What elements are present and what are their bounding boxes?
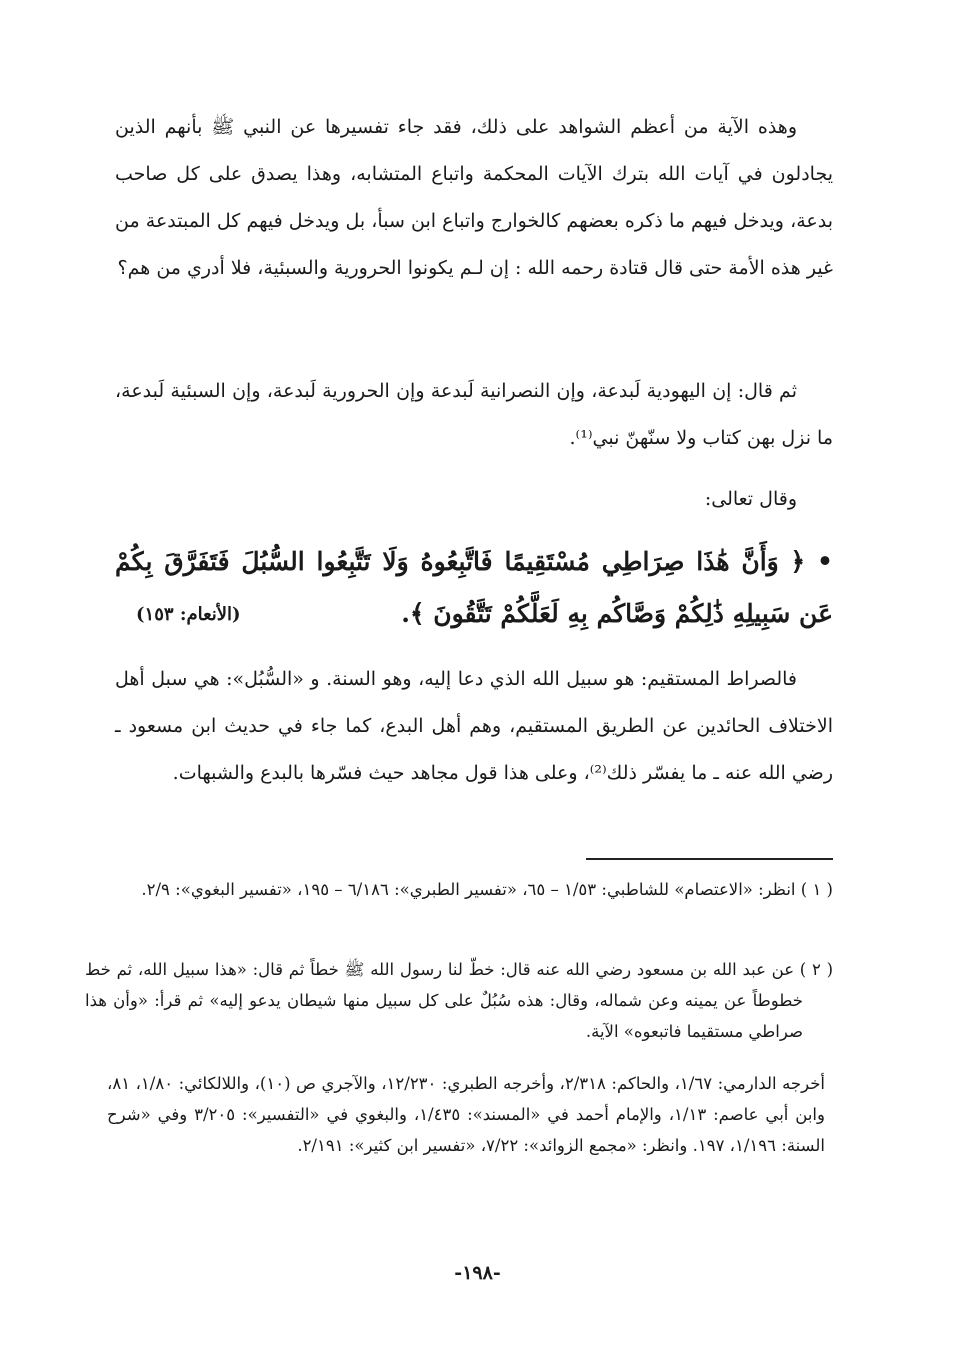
page-number: -١٩٨- (454, 1262, 501, 1284)
body-paragraph-2: ثم قال: إن اليهودية لَبدعة، وإن النصرانية لَبدعة وإن الحرورية لَبدعة، وإن السبئية لَبدعة، ما نزل بهن كتاب ولا سنّهنّ نبي⁽¹⁾. (115, 380, 833, 449)
verse-reference: (الأنعام: ١٥٣) (136, 604, 241, 625)
body-paragraph-3: وقال تعالى: (704, 488, 797, 510)
quran-verse: • ﴿ وَأَنَّ هَٰذَا صِرَاطِي مُسْتَقِيمًا فَاتَّبِعُوهُ وَلَا تَتَّبِعُوا السُّبُلَ فَتَفَرَّقَ بِكُمْ عَن سَبِيلِهِ ذَٰلِكُمْ وَصَّاكُم بِهِ لَعَلَّكُمْ تَتَّقُونَ ﴾. (115, 547, 833, 628)
footnote-1: ( ١ ) انظر: «الاعتصام» للشاطبي: ١/٥٣ – ٦٥، «تفسير الطبري»: ٦/١٨٦ – ١٩٥، «تفسير البغوي»: ٢/٩. (141, 880, 833, 899)
footnote-separator (586, 858, 833, 860)
footnote-2: ( ٢ ) عن عبد الله بن مسعود رضي الله عنه قال: خطّ لنا رسول الله ﷺ خطاً ثم قال: «هذا سبيل الله، ثم خط خطوطاً عن يمينه وعن شماله، وقال: هذه سُبُلٌ على كل سبيل منها شيطان يدعو إليه» ثم قرأ: «وأن هذا صراطي مستقيما فاتبعوه» الآية. (85, 960, 833, 1041)
footnote-2-sources: أخرجه الدارمي: ١/٦٧، والحاكم: ٢/٣١٨، وأخرجه الطبري: ١٢/٢٣٠، والآجري ص (١٠)، واللالكائي: ١/٨٠، ٨١، وابن أبي عاصم: ١/١٣، والإمام أحمد في «المسند»: ١/٤٣٥، والبغوي في «التفسير»: ٣/٢٠٥ وفي «شرح السنة: ١/١٩٦، ١٩٧. وانظر: «مجمع الزوائد»: ٧/٢٢، «تفسير ابن كثير»: ٢/١٩١. (107, 1074, 826, 1155)
body-paragraph-4: فالصراط المستقيم: هو سبيل الله الذي دعا إليه، وهو السنة. و «السُّبُل»: هي سبل أهل الاختلاف الحائدين عن الطريق المستقيم، وهم أهل البدع، كما جاء في حديث ابن مسعود ـ رضي الله عنه ـ ما يفسّر ذلك⁽²⁾، وعلى هذا قول مجاهد حيث فسّرها بالبدع والشبهات. (115, 668, 833, 784)
body-paragraph-1: وهذه الآية من أعظم الشواهد على ذلك، فقد جاء تفسيرها عن النبي ﷺ بأنهم الذين يجادلون في آيات الله بترك الآيات المحكمة واتباع المتشابه، وهذا يصدق على كل صاحب بدعة، ويدخل فيهم ما ذكره بعضهم كالخوارج واتباع ابن سبأ، بل ويدخل فيهم كل المبتدعة من غير هذه الأمة حتى قال قتادة رحمه الله : إن لـم يكونوا الحرورية والسبئية، فلا أدري من هم؟ (115, 116, 833, 279)
